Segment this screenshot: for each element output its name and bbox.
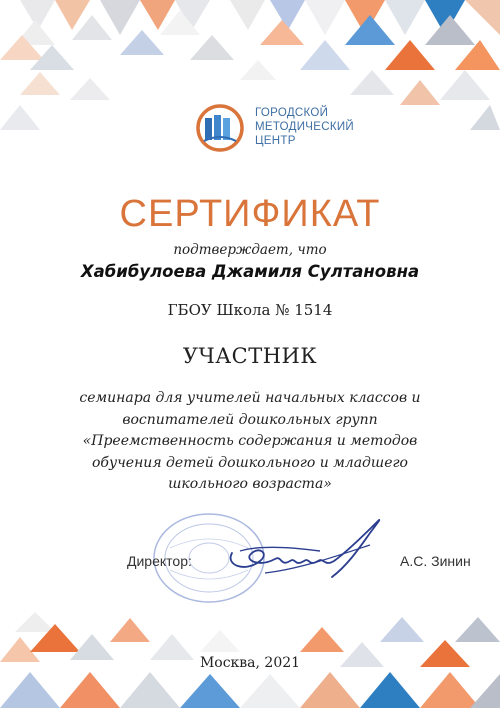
organization-name: ГБОУ Школа № 1514 bbox=[167, 301, 333, 319]
participant-role: УЧАСТНИК bbox=[182, 344, 318, 368]
director-label: Директор: bbox=[127, 553, 192, 569]
city-year: Москва, 2021 bbox=[199, 655, 301, 671]
director-signature bbox=[220, 515, 390, 585]
confirms-text: подтверждает, что bbox=[173, 242, 327, 258]
description-line: воспитателей дошкольных групп bbox=[122, 411, 378, 428]
director-name: А.С. Зинин bbox=[400, 553, 471, 569]
description-line: обучения детей дошкольного и младшего bbox=[92, 454, 408, 471]
logo-emblem-icon bbox=[195, 103, 245, 153]
event-description bbox=[60, 388, 440, 496]
logo bbox=[195, 103, 395, 155]
description-line: «Преемственность содержания и методов bbox=[82, 433, 418, 449]
certificate-title: СЕРТИФИКАТ bbox=[119, 193, 381, 235]
description-line: семинара для учителей начальных классов и bbox=[79, 390, 421, 406]
logo-line-2: МЕТОДИЧЕСКИЙ bbox=[255, 121, 354, 133]
logo-wordmark bbox=[255, 106, 395, 148]
logo-line-3: ЦЕНТР bbox=[255, 135, 296, 147]
logo-line-1: ГОРОДСКОЙ bbox=[255, 107, 329, 119]
recipient-name: Хабибулоева Джамиля Султановна bbox=[80, 262, 420, 281]
description-line: школьного возраста» bbox=[168, 476, 332, 492]
